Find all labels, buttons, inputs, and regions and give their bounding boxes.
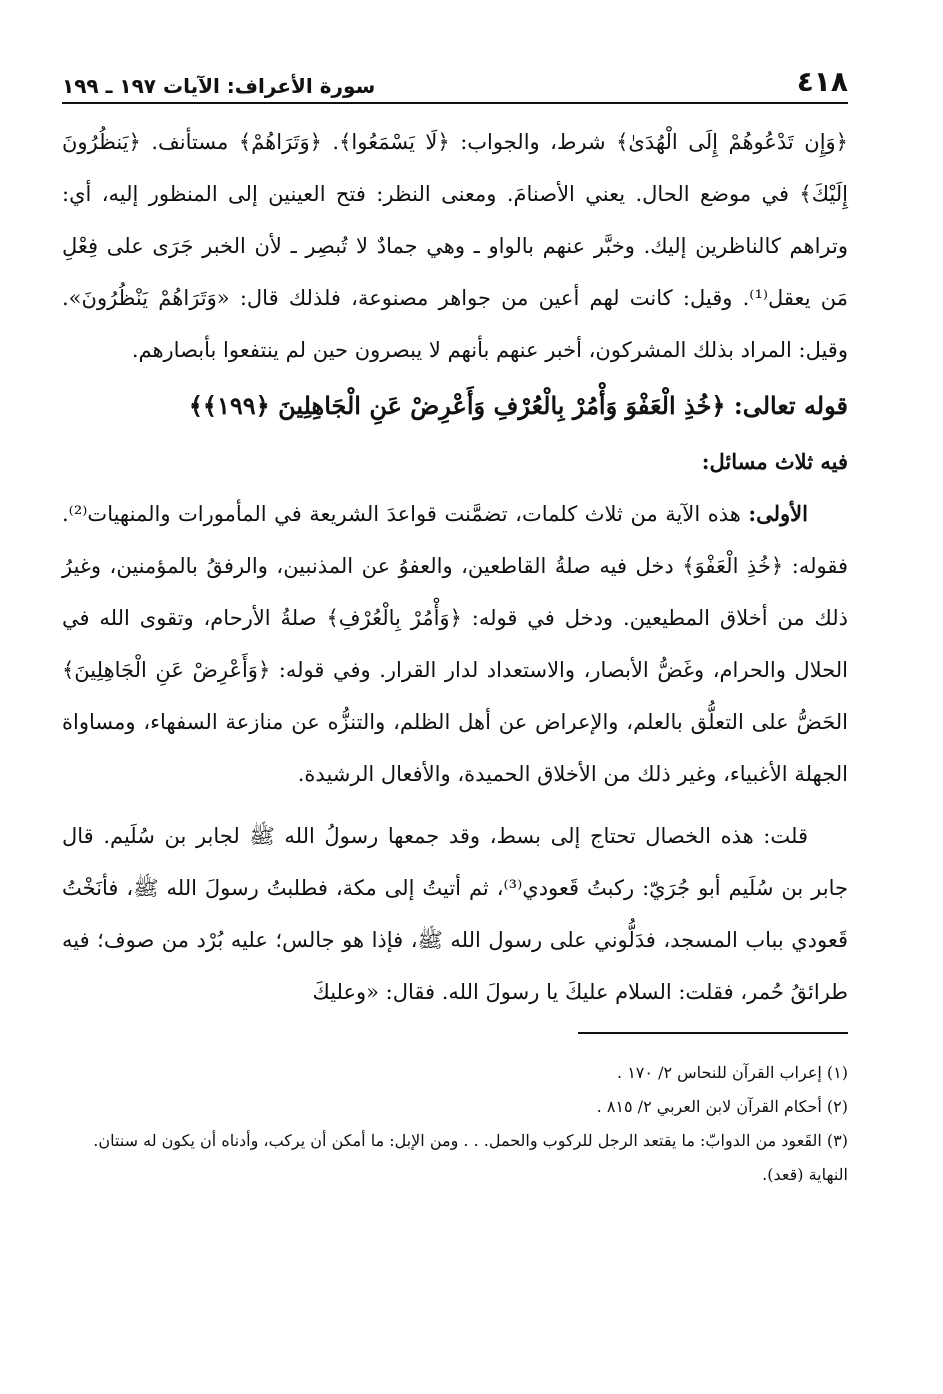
page-number: ٤١٨: [796, 65, 848, 98]
running-title: سورة الأعراف: الآيات ١٩٧ ـ ١٩٩: [62, 74, 376, 98]
issue-label: الأولى:: [748, 501, 808, 526]
page-header: [62, 58, 848, 104]
footnote-3: (٣) القَعود من الدوابّ: ما يقتعد الرجل للركوب والحمل. . . ومن الإبل: ما أمكن أن يركب، وأدناه أن يكون له سنتان. النهاية (قعد).: [93, 1131, 848, 1184]
main-text: [62, 116, 848, 1018]
verse-heading: قوله تعالى: ﴿خُذِ الْعَفْوَ وَأْمُرْ بِالْعُرْفِ وَأَعْرِضْ عَنِ الْجَاهِلِينَ ﴿١٩٩﴾﴾: [188, 391, 848, 420]
footnote-2: (٢) أحكام القرآن لابن العربي ٢/ ٨١٥ .: [596, 1097, 848, 1116]
section-heading: فيه ثلاث مسائل:: [701, 449, 848, 474]
footnote-1: (١) إعراب القرآن للنحاس ٢/ ١٧٠ .: [617, 1063, 848, 1082]
issue-text: هذه الآية من ثلاث كلمات، تضمَّنت قواعدَ الشريعة في المأمورات والمنهيات⁽²⁾. فقوله: ﴿خُذِ الْعَفْوَ﴾ دخل فيه صلةُ القاطعين، والعفوُ عن المذنبين، والرفقُ بالمؤمنين، وغيرُ ذلك من أخلاق المطيعين. ودخل في قوله: ﴿وَأْمُرْ بِالْعُرْفِ﴾ صلةُ الأرحام، وتقوى الله في الحلال والحرام، وغَضُّ الأبصار، والاستعداد لدار القرار. وفي قوله: ﴿وَأَعْرِضْ عَنِ الْجَاهِلِينَ﴾ الحَضُّ على التعلُّق بالعلم، والإعراض عن أهل الظلم، والتنزُّه عن منازعة السفهاء، ومساواة الجهلة الأغبياء، وغير ذلك من الأخلاق الحميدة، والأفعال الرشيدة.: [62, 502, 848, 786]
paragraph-commentary: قلت: هذه الخصال تحتاج إلى بسط، وقد جمعها رسولُ الله ﷺ لجابر بن سُلَيم. قال جابر بن سُلَيم أبو جُرَيّ: ركبتُ قَعودي⁽³⁾، ثم أتيتُ إلى مكة، فطلبتُ رسولَ الله ﷺ، فأنَخْتُ قَعودي بباب المسجد، فدَلُّوني على رسول الله ﷺ، فإذا هو جالس؛ عليه بُرْد من صوف؛ فيه طرائقُ حُمر، فقلت: السلام عليكَ يا رسولَ الله. فقال: «وعليكَ: [62, 824, 848, 1004]
footnote-divider: [578, 1032, 848, 1034]
footnotes: [62, 1056, 848, 1192]
paragraph-first-issue: [62, 488, 848, 800]
book-page: [62, 58, 848, 1192]
paragraph-tafsir: ﴿وَإِن تَدْعُوهُمْ إِلَى الْهُدَىٰ﴾ شرط، والجواب: ﴿لَا يَسْمَعُوا﴾. ﴿وَتَرَاهُمْ﴾ مستأنف. ﴿يَنظُرُونَ إِلَيْكَ﴾ في موضع الحال. يعني الأصنامَ. ومعنى النظر: فتح العينين إلى المنظور إليه، أي: وتراهم كالناظرين إليك. وخبَّر عنهم بالواو ـ وهي جمادٌ لا تُبصِر ـ لأن الخبر جَرَى على فِعْلِ مَن يعقل⁽¹⁾. وقيل: كانت لهم أعين من جواهر مصنوعة، فلذلك قال: «وَتَرَاهُمْ يَنْظُرُونَ». وقيل: المراد بذلك المشركون، أخبر عنهم بأنهم لا يبصرون حين لم ينتفعوا بأبصارهم.: [62, 130, 848, 362]
